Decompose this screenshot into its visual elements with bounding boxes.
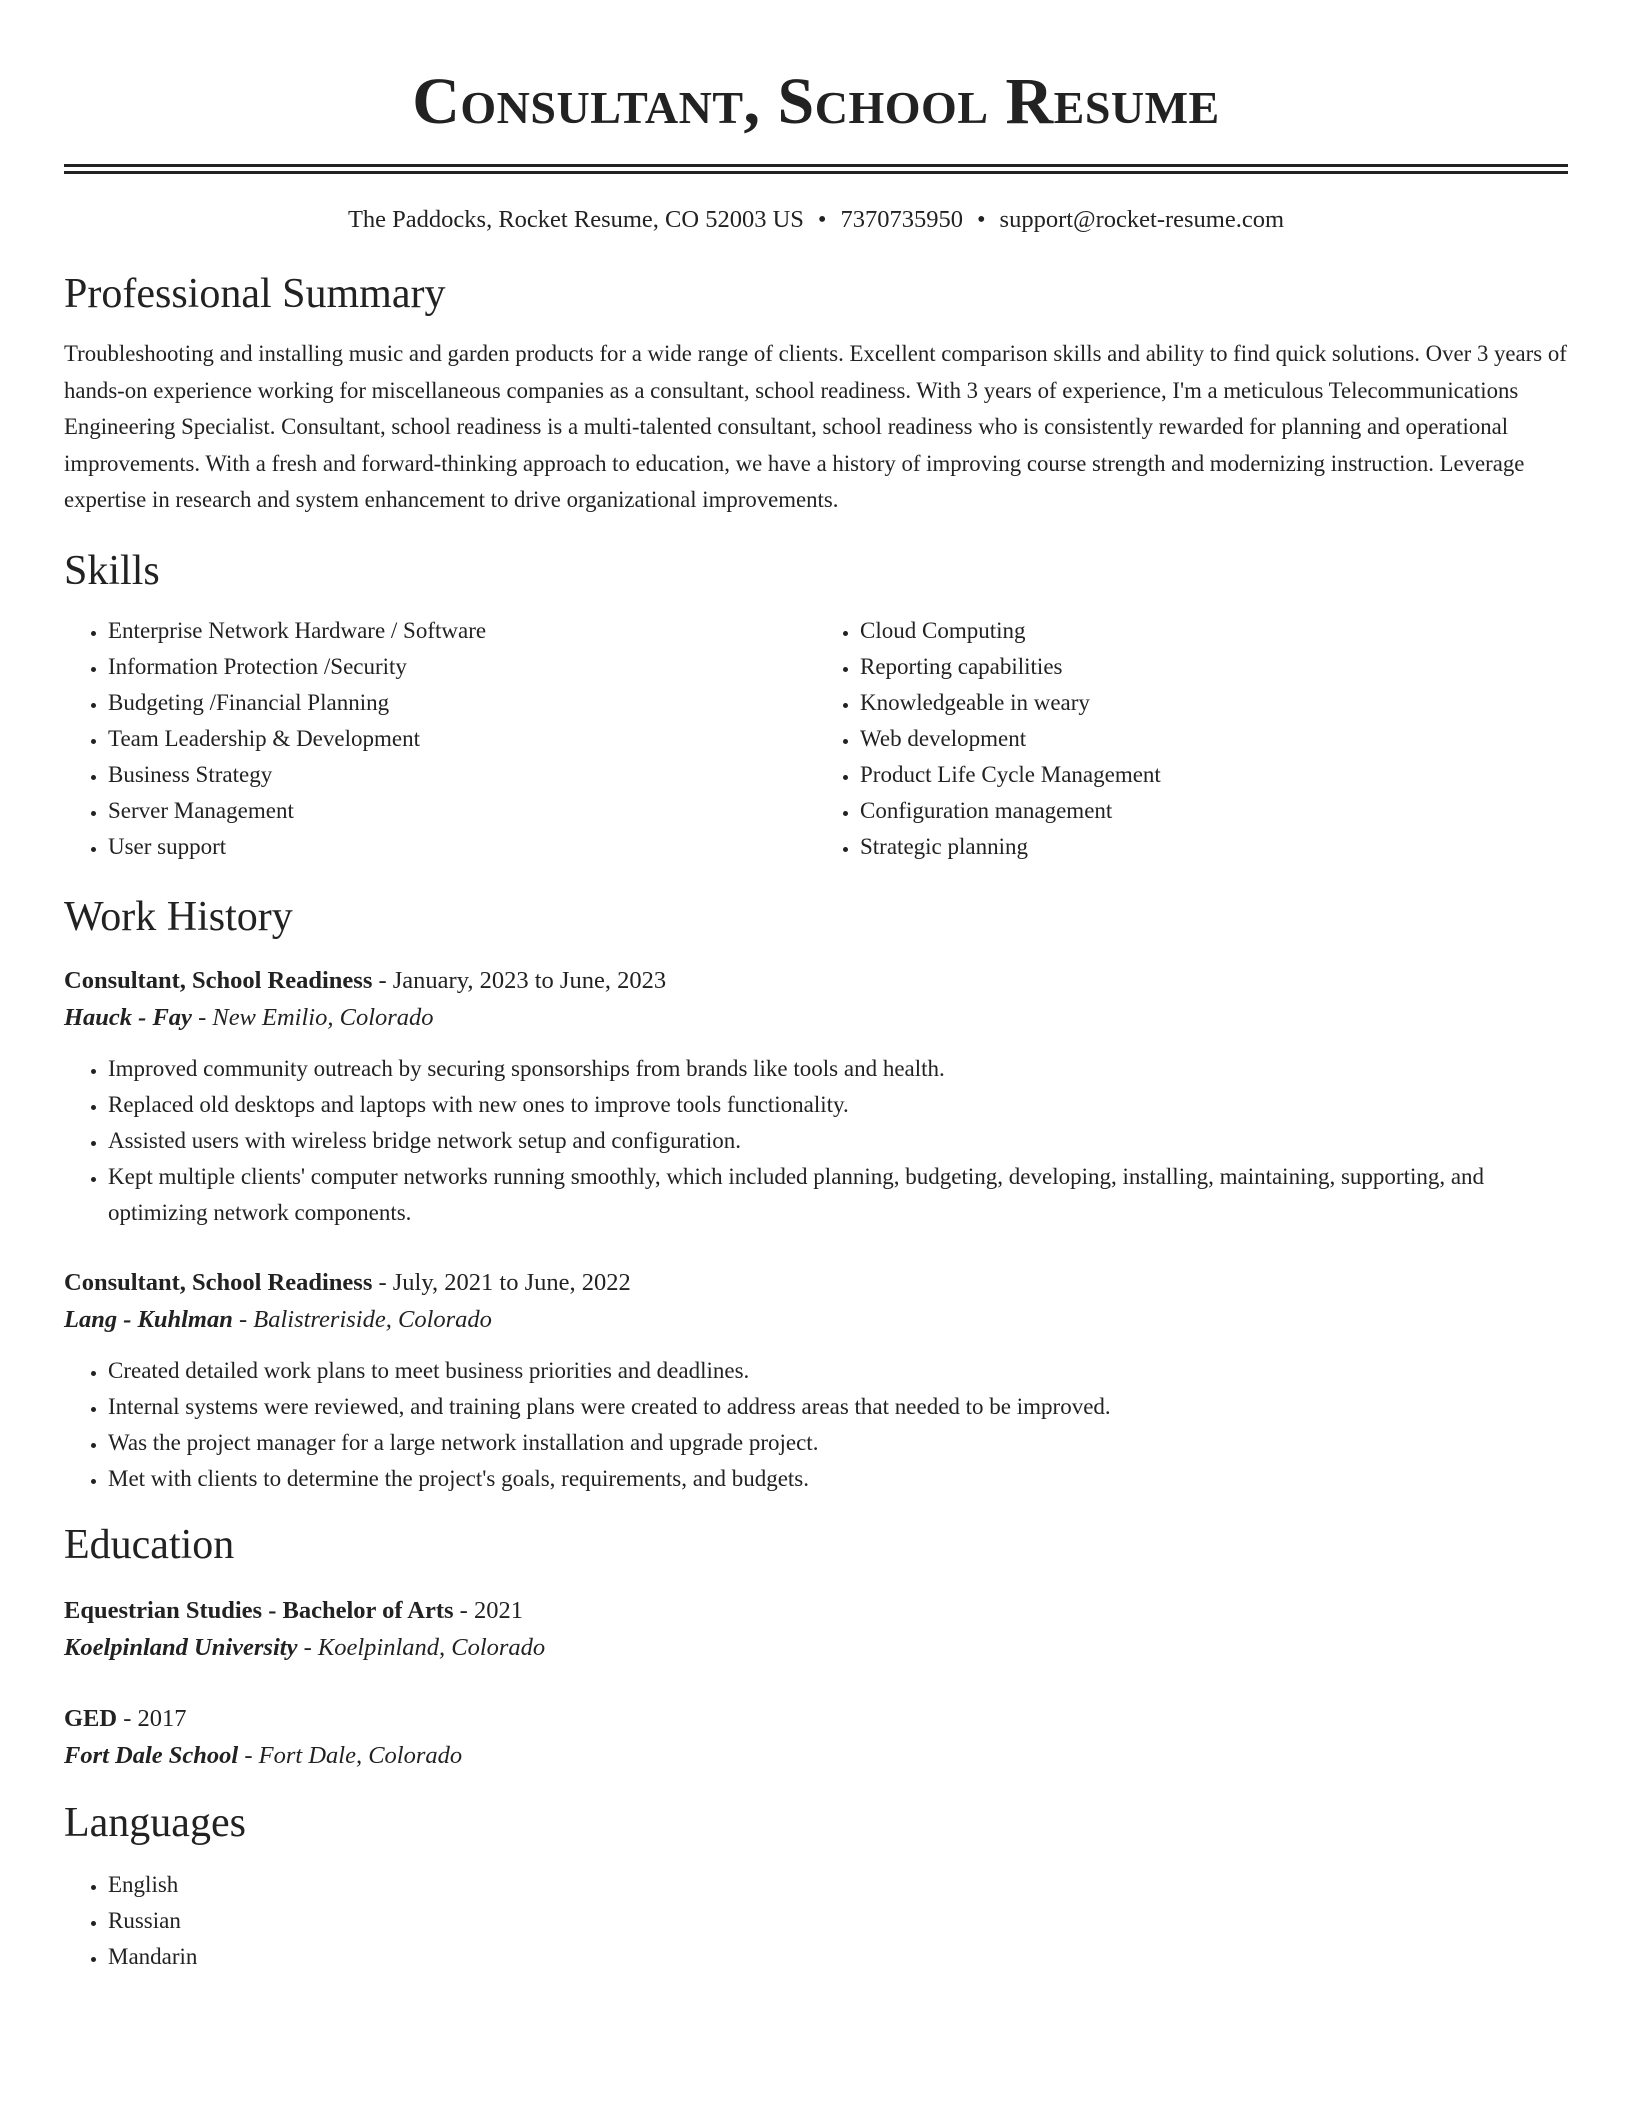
job-company: Lang - Kuhlman — [64, 1305, 233, 1333]
education-heading: Education — [64, 1521, 235, 1568]
skill-item: • Product Life Cycle Management — [860, 757, 1568, 793]
skill-item: • Business Strategy — [108, 757, 816, 793]
job-location: - Balistreriside, Colorado — [232, 1305, 492, 1333]
language-item: • Russian — [108, 1903, 1568, 1939]
job-company-line — [64, 1301, 1568, 1339]
education-entry — [64, 1593, 1568, 1667]
languages-heading: Languages — [64, 1799, 246, 1846]
education-school-line — [64, 1737, 1568, 1775]
skill-item: • Web development — [860, 721, 1568, 757]
education-school: Koelpinland University — [64, 1633, 298, 1661]
resume-title: Consultant, School Resume — [412, 65, 1220, 138]
education-school: Fort Dale School — [64, 1741, 239, 1769]
education-location: - Fort Dale, Colorado — [238, 1741, 463, 1769]
contact-line — [64, 204, 1568, 236]
resume-page — [64, 0, 1568, 1975]
job-bullet: • Improved community outreach by securing sponsorships from brands like tools and health. — [108, 1051, 1568, 1087]
title-divider-thin — [64, 171, 1568, 174]
education-entry — [64, 1701, 1568, 1775]
job-bullet: • Created detailed work plans to meet business priorities and deadlines. — [108, 1353, 1568, 1389]
job-title: Consultant, School Readiness — [64, 966, 373, 994]
skill-item: • User support — [108, 829, 816, 865]
skill-item: • Strategic planning — [860, 829, 1568, 865]
job-dates: - July, 2021 to June, 2022 — [372, 1268, 631, 1296]
skill-item: • Server Management — [108, 793, 816, 829]
summary-heading: Professional Summary — [64, 271, 446, 317]
languages-list — [64, 1867, 1568, 1975]
job-bullet: • Met with clients to determine the project's goals, requirements, and budgets. — [108, 1461, 1568, 1497]
skill-item: • Configuration management — [860, 793, 1568, 829]
job-title: Consultant, School Readiness — [64, 1268, 373, 1296]
language-item: • Mandarin — [108, 1939, 1568, 1975]
contact-email: support@rocket-resume.com — [999, 206, 1285, 233]
contact-phone: 7370735950 — [840, 206, 963, 233]
job-bullet: • Assisted users with wireless bridge network setup and configuration. — [108, 1123, 1568, 1159]
job-entry — [64, 963, 1568, 1231]
skill-item: • Team Leadership & Development — [108, 721, 816, 757]
job-title-line — [64, 1265, 1568, 1301]
skill-item: • Cloud Computing — [860, 613, 1568, 649]
job-dates: - January, 2023 to June, 2023 — [372, 966, 667, 994]
skills-heading: Skills — [64, 547, 160, 594]
summary-text: Troubleshooting and installing music and garden products for a wide range of clients. Excellent comparison skills and ability to find quick solutions. Over 3 years of hands-on experience working for miscellaneous companies as a consultant, school readiness. With 3 years of experience, I'm a meticulous Telecommunications Engineering Specialist. Consultant, school readiness is a multi-talented consultant, school readiness who is consistently rewarded for planning and operational improvements. With a fresh and forward-thinking approach to education, we have a history of improving course strength and modernizing instruction. Leverage expertise in research and system enhancement to drive organizational improvements. — [64, 341, 1567, 512]
skill-item: • Budgeting /Financial Planning — [108, 685, 816, 721]
job-bullet: • Kept multiple clients' computer networks running smoothly, which included planning, budgeting, developing, installing, maintaining, supporting, and optimizing network components. — [108, 1159, 1568, 1231]
contact-address: The Paddocks, Rocket Resume, CO 52003 US — [347, 206, 804, 233]
job-bullet: • Was the project manager for a large network installation and upgrade project. — [108, 1425, 1568, 1461]
skill-item: • Knowledgeable in weary — [860, 685, 1568, 721]
job-bullets — [64, 1051, 1568, 1231]
education-school-line — [64, 1629, 1568, 1667]
work-history-heading: Work History — [64, 893, 293, 940]
education-location: - Koelpinland, Colorado — [297, 1633, 546, 1661]
education-degree-line — [64, 1593, 1568, 1629]
education-year: - 2017 — [117, 1704, 187, 1732]
skill-item: • Reporting capabilities — [860, 649, 1568, 685]
job-title-line — [64, 963, 1568, 999]
education-degree-line — [64, 1701, 1568, 1737]
contact-separator: • — [817, 206, 827, 233]
job-company-line — [64, 999, 1568, 1037]
skill-item: • Information Protection /Security — [108, 649, 816, 685]
job-entry — [64, 1265, 1568, 1497]
job-bullet: • Internal systems were reviewed, and training plans were created to address areas that needed to be improved. — [108, 1389, 1568, 1425]
skills-left-list — [64, 613, 816, 865]
job-bullet: • Replaced old desktops and laptops with new ones to improve tools functionality. — [108, 1087, 1568, 1123]
skills-right-list — [816, 613, 1568, 865]
job-bullets — [64, 1353, 1568, 1497]
language-item: • English — [108, 1867, 1568, 1903]
skill-item: • Enterprise Network Hardware / Software — [108, 613, 816, 649]
contact-separator: • — [976, 206, 986, 233]
education-degree: Equestrian Studies - Bachelor of Arts — [64, 1596, 454, 1624]
job-location: - New Emilio, Colorado — [191, 1003, 434, 1031]
education-year: - 2021 — [453, 1596, 523, 1624]
education-degree: GED — [64, 1704, 118, 1732]
skills-columns — [64, 613, 1568, 865]
job-company: Hauck - Fay — [64, 1003, 192, 1031]
